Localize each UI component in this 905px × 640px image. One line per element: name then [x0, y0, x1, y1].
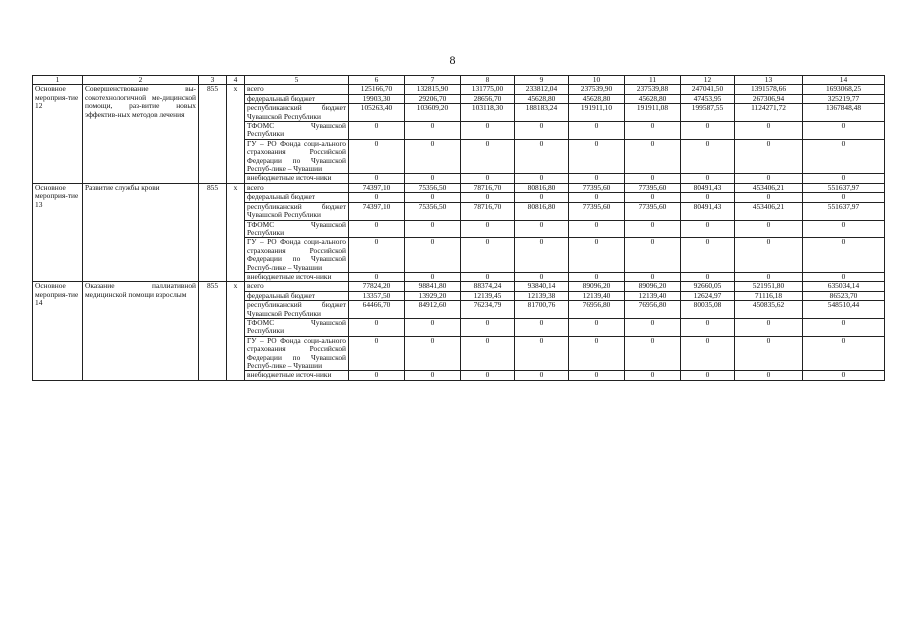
amount-cell: 0: [625, 238, 681, 273]
amount-cell: 199587,55: [681, 104, 735, 122]
page-number: 8: [449, 53, 456, 67]
amount-cell: 103609,20: [405, 104, 461, 122]
amount-cell: 0: [515, 174, 569, 183]
amount-cell: 0: [515, 318, 569, 336]
funding-source: всего: [245, 282, 349, 291]
amount-cell: 80491,43: [681, 183, 735, 192]
amount-cell: 0: [405, 318, 461, 336]
funding-source: внебюджетные источ-ники: [245, 272, 349, 281]
amount-cell: 0: [405, 193, 461, 202]
amount-cell: 0: [735, 122, 803, 140]
table-body: [33, 85, 885, 380]
amount-cell: 0: [515, 122, 569, 140]
amount-cell: 0: [625, 371, 681, 380]
amount-cell: 0: [625, 122, 681, 140]
amount-cell: 0: [349, 193, 405, 202]
activity-name: Оказание паллиативной медицинской помощи взрослым: [83, 282, 199, 380]
amount-cell: 80816,80: [515, 202, 569, 220]
amount-cell: 0: [569, 122, 625, 140]
amount-cell: 81700,76: [515, 301, 569, 319]
table-row: [33, 183, 885, 192]
amount-cell: 551637,97: [803, 183, 885, 192]
table-row: [33, 282, 885, 291]
table-header: [33, 76, 885, 85]
amount-cell: 0: [515, 371, 569, 380]
amount-cell: 0: [515, 272, 569, 281]
amount-cell: 453406,21: [735, 202, 803, 220]
amount-cell: 45628,80: [515, 94, 569, 103]
amount-cell: 12139,40: [625, 291, 681, 300]
amount-cell: 76956,80: [625, 301, 681, 319]
amount-cell: 453406,21: [735, 183, 803, 192]
budget-code: 855: [199, 183, 227, 281]
amount-cell: 237539,88: [625, 85, 681, 94]
amount-cell: 75356,50: [405, 202, 461, 220]
funding-source: ГУ – РО Фонда соци-ального страхования Российской Федерации по Чувашской Респуб-лике – Чувашии: [245, 238, 349, 273]
measure-name: Основное мероприя-тие 13: [33, 183, 83, 281]
amount-cell: 12139,45: [461, 291, 515, 300]
column-number: 14: [803, 76, 885, 85]
amount-cell: 28656,70: [461, 94, 515, 103]
funding-source: федеральный бюджет: [245, 94, 349, 103]
mark-cell: х: [227, 85, 245, 183]
column-number-row: [33, 76, 885, 85]
funding-source: ТФОМС Чувашской Республики: [245, 220, 349, 238]
amount-cell: 0: [625, 336, 681, 371]
amount-cell: 80491,43: [681, 202, 735, 220]
amount-cell: 84912,60: [405, 301, 461, 319]
amount-cell: 75356,50: [405, 183, 461, 192]
amount-cell: 0: [461, 336, 515, 371]
amount-cell: 548510,44: [803, 301, 885, 319]
mark-cell: х: [227, 183, 245, 281]
amount-cell: 0: [625, 220, 681, 238]
amount-cell: 0: [349, 272, 405, 281]
amount-cell: 0: [405, 272, 461, 281]
amount-cell: 237539,90: [569, 85, 625, 94]
amount-cell: 0: [461, 272, 515, 281]
table-row: [33, 85, 885, 94]
amount-cell: 77395,60: [625, 183, 681, 192]
amount-cell: 131775,00: [461, 85, 515, 94]
amount-cell: 74397,10: [349, 183, 405, 192]
amount-cell: 76234,79: [461, 301, 515, 319]
amount-cell: 86523,70: [803, 291, 885, 300]
amount-cell: 551637,97: [803, 202, 885, 220]
amount-cell: 0: [681, 139, 735, 174]
amount-cell: 0: [349, 122, 405, 140]
amount-cell: 132815,90: [405, 85, 461, 94]
amount-cell: 191911,10: [569, 104, 625, 122]
amount-cell: 0: [461, 122, 515, 140]
amount-cell: 1391578,66: [735, 85, 803, 94]
column-number: 13: [735, 76, 803, 85]
amount-cell: 78716,70: [461, 202, 515, 220]
amount-cell: 71116,18: [735, 291, 803, 300]
column-number: 6: [349, 76, 405, 85]
amount-cell: 0: [625, 139, 681, 174]
amount-cell: 19903,30: [349, 94, 405, 103]
amount-cell: 0: [461, 318, 515, 336]
measure-name: Основное мероприя-тие 14: [33, 282, 83, 380]
amount-cell: 0: [735, 371, 803, 380]
funding-source: ГУ – РО Фонда соци-ального страхования Российской Федерации по Чувашской Респуб-лике – Чувашии: [245, 336, 349, 371]
funding-source: ТФОМС Чувашской Республики: [245, 318, 349, 336]
amount-cell: 45628,80: [625, 94, 681, 103]
funding-source: внебюджетные источ-ники: [245, 371, 349, 380]
column-number: 2: [83, 76, 199, 85]
amount-cell: 0: [735, 336, 803, 371]
amount-cell: 12624,97: [681, 291, 735, 300]
amount-cell: 0: [681, 238, 735, 273]
column-number: 7: [405, 76, 461, 85]
funding-source: федеральный бюджет: [245, 193, 349, 202]
amount-cell: 0: [735, 220, 803, 238]
amount-cell: 80035,08: [681, 301, 735, 319]
amount-cell: 13357,50: [349, 291, 405, 300]
amount-cell: 47453,95: [681, 94, 735, 103]
column-number: 4: [227, 76, 245, 85]
amount-cell: 77395,60: [569, 202, 625, 220]
column-number: 3: [199, 76, 227, 85]
amount-cell: 98841,80: [405, 282, 461, 291]
amount-cell: 78716,70: [461, 183, 515, 192]
column-number: 12: [681, 76, 735, 85]
funding-source: всего: [245, 183, 349, 192]
measure-name: Основное мероприя-тие 12: [33, 85, 83, 183]
amount-cell: 0: [803, 122, 885, 140]
amount-cell: 0: [735, 139, 803, 174]
amount-cell: 0: [515, 193, 569, 202]
amount-cell: 267306,94: [735, 94, 803, 103]
amount-cell: 0: [461, 174, 515, 183]
amount-cell: 0: [569, 193, 625, 202]
activity-name: Развитие службы крови: [83, 183, 199, 281]
amount-cell: 450835,62: [735, 301, 803, 319]
amount-cell: 77824,20: [349, 282, 405, 291]
amount-cell: 0: [681, 318, 735, 336]
amount-cell: 92660,05: [681, 282, 735, 291]
budget-table: [32, 75, 885, 381]
amount-cell: 88374,24: [461, 282, 515, 291]
amount-cell: 0: [681, 336, 735, 371]
amount-cell: 0: [803, 238, 885, 273]
amount-cell: 0: [681, 272, 735, 281]
amount-cell: 0: [625, 272, 681, 281]
amount-cell: 0: [349, 336, 405, 371]
amount-cell: 13929,20: [405, 291, 461, 300]
amount-cell: 0: [569, 336, 625, 371]
funding-source: внебюджетные источ-ники: [245, 174, 349, 183]
amount-cell: 0: [569, 238, 625, 273]
amount-cell: 0: [803, 220, 885, 238]
amount-cell: 0: [803, 318, 885, 336]
amount-cell: 0: [461, 139, 515, 174]
mark-cell: х: [227, 282, 245, 380]
amount-cell: 0: [349, 238, 405, 273]
amount-cell: 0: [349, 139, 405, 174]
funding-source: федеральный бюджет: [245, 291, 349, 300]
amount-cell: 0: [735, 238, 803, 273]
amount-cell: 0: [625, 318, 681, 336]
amount-cell: 0: [735, 318, 803, 336]
activity-name: Совершенствование вы-сокотехнологичной ме-дицинской помощи, раз-витие новых эффектив-ных методов лечения: [83, 85, 199, 183]
amount-cell: 0: [515, 336, 569, 371]
funding-source: республиканский бюджет Чувашской Республики: [245, 104, 349, 122]
amount-cell: 233812,04: [515, 85, 569, 94]
amount-cell: 0: [803, 336, 885, 371]
amount-cell: 0: [569, 318, 625, 336]
amount-cell: 77395,60: [569, 183, 625, 192]
amount-cell: 0: [405, 139, 461, 174]
funding-source: ТФОМС Чувашской Республики: [245, 122, 349, 140]
amount-cell: 0: [803, 371, 885, 380]
amount-cell: 0: [803, 272, 885, 281]
amount-cell: 29206,70: [405, 94, 461, 103]
amount-cell: 77395,60: [625, 202, 681, 220]
amount-cell: 0: [735, 193, 803, 202]
funding-source: республиканский бюджет Чувашской Республики: [245, 202, 349, 220]
column-number: 11: [625, 76, 681, 85]
amount-cell: 93840,14: [515, 282, 569, 291]
amount-cell: 0: [681, 220, 735, 238]
amount-cell: 0: [349, 318, 405, 336]
amount-cell: 0: [681, 371, 735, 380]
amount-cell: 89096,20: [625, 282, 681, 291]
amount-cell: 0: [735, 174, 803, 183]
amount-cell: 0: [569, 174, 625, 183]
amount-cell: 635034,14: [803, 282, 885, 291]
amount-cell: 1124271,72: [735, 104, 803, 122]
column-number: 1: [33, 76, 83, 85]
amount-cell: 0: [349, 371, 405, 380]
amount-cell: 64466,70: [349, 301, 405, 319]
amount-cell: 74397,10: [349, 202, 405, 220]
amount-cell: 0: [625, 174, 681, 183]
amount-cell: 0: [569, 139, 625, 174]
amount-cell: 191911,08: [625, 104, 681, 122]
amount-cell: 0: [405, 122, 461, 140]
budget-code: 855: [199, 282, 227, 380]
amount-cell: 76956,80: [569, 301, 625, 319]
amount-cell: 0: [405, 238, 461, 273]
amount-cell: 0: [803, 193, 885, 202]
column-number: 9: [515, 76, 569, 85]
amount-cell: 0: [461, 220, 515, 238]
amount-cell: 0: [405, 371, 461, 380]
amount-cell: 0: [405, 220, 461, 238]
amount-cell: 45628,80: [569, 94, 625, 103]
amount-cell: 0: [803, 139, 885, 174]
amount-cell: 0: [515, 238, 569, 273]
amount-cell: 105263,40: [349, 104, 405, 122]
amount-cell: 0: [625, 193, 681, 202]
funding-source: республиканский бюджет Чувашской Республики: [245, 301, 349, 319]
amount-cell: 247041,50: [681, 85, 735, 94]
amount-cell: 0: [461, 193, 515, 202]
funding-source: всего: [245, 85, 349, 94]
amount-cell: 188183,24: [515, 104, 569, 122]
amount-cell: 0: [461, 238, 515, 273]
amount-cell: 0: [515, 220, 569, 238]
amount-cell: 0: [681, 122, 735, 140]
amount-cell: 0: [515, 139, 569, 174]
budget-code: 855: [199, 85, 227, 183]
amount-cell: 0: [405, 336, 461, 371]
amount-cell: 0: [569, 220, 625, 238]
amount-cell: 12139,38: [515, 291, 569, 300]
amount-cell: 0: [569, 272, 625, 281]
amount-cell: 0: [349, 220, 405, 238]
amount-cell: 80816,80: [515, 183, 569, 192]
amount-cell: 0: [461, 371, 515, 380]
amount-cell: 0: [405, 174, 461, 183]
amount-cell: 0: [569, 371, 625, 380]
amount-cell: 1693068,25: [803, 85, 885, 94]
amount-cell: 0: [681, 193, 735, 202]
amount-cell: 1367848,48: [803, 104, 885, 122]
amount-cell: 325219,77: [803, 94, 885, 103]
amount-cell: 0: [735, 272, 803, 281]
column-number: 8: [461, 76, 515, 85]
column-number: 5: [245, 76, 349, 85]
amount-cell: 0: [349, 174, 405, 183]
column-number: 10: [569, 76, 625, 85]
amount-cell: 521951,80: [735, 282, 803, 291]
amount-cell: 0: [681, 174, 735, 183]
amount-cell: 89096,20: [569, 282, 625, 291]
amount-cell: 0: [803, 174, 885, 183]
amount-cell: 125166,70: [349, 85, 405, 94]
amount-cell: 103118,30: [461, 104, 515, 122]
funding-source: ГУ – РО Фонда соци-ального страхования Российской Федерации по Чувашской Респуб-лике – Чувашии: [245, 139, 349, 174]
amount-cell: 12139,40: [569, 291, 625, 300]
